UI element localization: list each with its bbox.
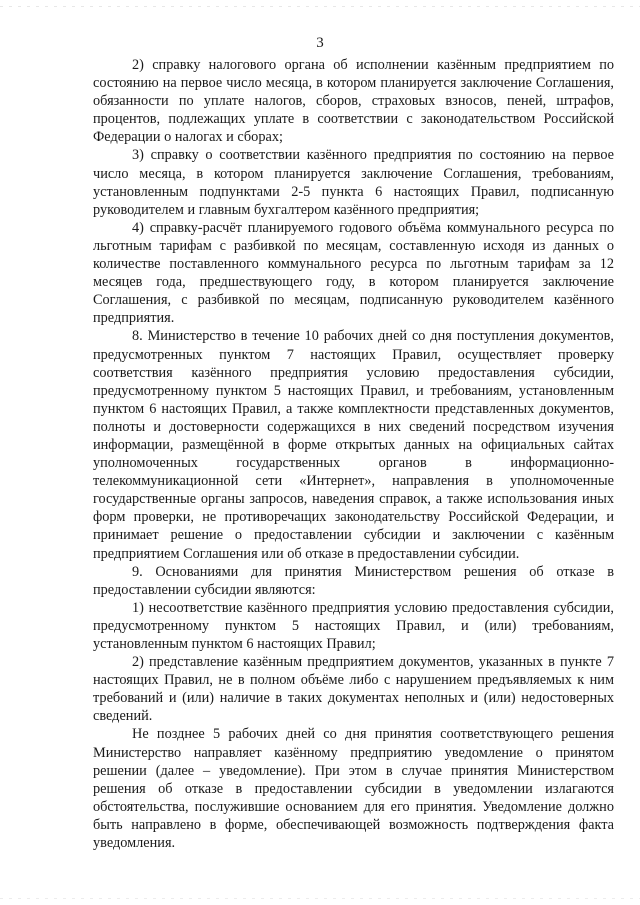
paragraph-subitem-3-compliance-certificate: 3) справку о соответствии казённого предприятия по состоянию на первое число месяца, в котором планируется заключение Соглашения, требованиям, установленным подпунктами 2-5 пункта 6 настоящих Правил, подписанную руководителем и главным бухгалтером казённого предприятия; (93, 147, 614, 218)
scan-edge-bottom (0, 898, 640, 899)
paragraph-item-8-ministry-review: 8. Министерство в течение 10 рабочих дней со дня поступления документов, предусмотренных пунктом 7 настоящих Правил, осуществляет проверку соответствия казённого предприятия условию предоставления субсидии, предусмотренному пунктом 5 настоящих Правил, и требованиям, установленным пунктом 6 настоящих Правил, а также комплектности представленных документов, полноты и достоверности содержащихся в них сведений посредством изучения информации, размещённой в форме открытых данных на официальных сайтах уполномоченных государственных органов в информационно-телекоммуникационной сети «Интернет», направления в уполномоченные государственные органы запросов, наведения справок, а также использования иных форм проверки, не противоречащих законодательству Российской Федерации, и принимает решение о предоставлении субсидии и заключении с казённым предприятием Соглашения или об отказе в предоставлении субсидии. (93, 328, 614, 562)
paragraph-subitem-4-resource-calculation: 4) справку-расчёт планируемого годового объёма коммунального ресурса по льготным тарифам с разбивкой по месяцам, составленную исходя из данных о количестве поставленного коммунального ресурса по льготным тарифам за 12 месяцев года, предшествующего году, в котором планируется заключение Соглашения, с разбивкой по месяцам, подписанную руководителем казённого предприятия. (93, 219, 614, 327)
paragraph-notification: Не позднее 5 рабочих дней со дня принятия соответствующего решения Министерство направляет казённому предприятию уведомление о принятом решении (далее – уведомление). При этом в случае принятия Министерством решения об отказе в предоставлении субсидии в уведомлении излагаются обстоятельства, послужившие основанием для его принятия. Уведомление должно быть направлено в форме, обеспечивающей возможность подтверждения факта уведомления. (93, 726, 614, 852)
document-body (93, 56, 614, 852)
paragraph-ground-2-incomplete-documents: 2) представление казённым предприятием документов, указанных в пункте 7 настоящих Правил, не в полном объёме либо с нарушением предъявляемых к ним требований и (или) наличие в таких документах неполных и (или) недостоверных сведений. (93, 654, 614, 725)
paragraph-ground-1-noncompliance: 1) несоответствие казённого предприятия условию предоставления субсидии, предусмотренному пунктом 5 настоящих Правил, и (или) требованиям, установленным пунктом 6 настоящих Правил; (93, 599, 614, 652)
paragraph-subitem-2-tax-certificate: 2) справку налогового органа об исполнении казённым предприятием по состоянию на первое число месяца, в котором планируется заключение Соглашения, обязанности по уплате налогов, сборов, страховых взносов, пеней, штрафов, процентов, подлежащих уплате в соответствии с законодательством Российской Федерации о налогах и сборах; (93, 57, 614, 146)
page-number: 3 (316, 35, 324, 51)
paragraph-item-9-refusal-grounds: 9. Основаниями для принятия Министерством решения об отказе в предоставлении субсидии являются: (93, 563, 614, 598)
scan-edge-top (0, 6, 640, 7)
